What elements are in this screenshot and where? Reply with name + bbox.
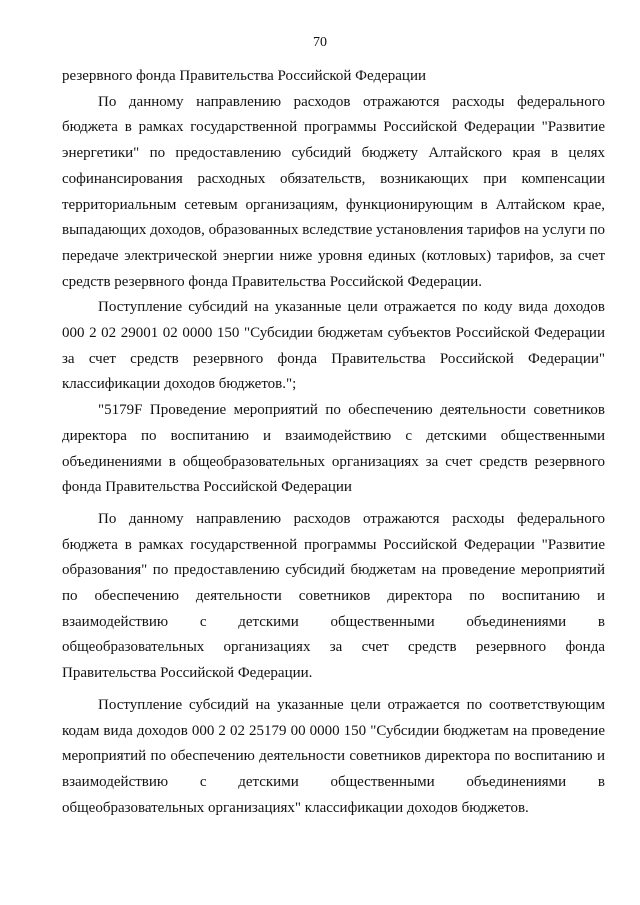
paragraph-expense-description-energy: По данному направлению расходов отражаются расходы федерального бюджета в рамках государственной программы Российской Федерации "Развитие энергетики" по предоставлению субсидий бюджету Алтайского края в целях софинансирования расходных обязательств, возникающих при компенсации территориальным сетевым организациям, функционирующим в Алтайском крае, выпадающих доходов, образованных вследствие установления тарифов на услуги по передаче электрической энергии ниже уровня единых (котловых) тарифов, за счет средств резервного фонда Правительства Российской Федерации. [62, 93, 605, 290]
paragraph-code-heading-5179f: "5179F Проведение мероприятий по обеспечению деятельности советников директора по воспитанию и взаимодействию с детскими общественными объединениями в общеобразовательных организациях за счет средств резервного фонда Правительства Российской Федерации [62, 402, 605, 496]
page-number: 70 [313, 35, 327, 50]
paragraph-income-code-education: Поступление субсидий на указанные цели отражается по соответствующим кодам вида доходов 000 2 02 25179 00 0000 150 "Субсидии бюджетам на проведение мероприятий по обеспечению деятельности советников директора по воспитанию и взаимодействию с детскими общественными объединениями в общеобразовательных организациях" классификации доходов бюджетов. [62, 696, 605, 816]
document-body [62, 64, 605, 821]
paragraph-continuation: резервного фонда Правительства Российской Федерации [62, 68, 427, 84]
paragraph-income-code-energy: Поступление субсидий на указанные цели отражается по коду вида доходов 000 2 02 29001 02 0000 150 "Субсидии бюджетам субъектов Российской Федерации за счет средств резервного фонда Правительства Российской Федерации" классификации доходов бюджетов."; [62, 299, 605, 393]
paragraph-expense-description-education: По данному направлению расходов отражаются расходы федерального бюджета в рамках государственной программы Российской Федерации "Развитие образования" по предоставлению субсидий бюджетам на проведение мероприятий по обеспечению деятельности советников директора по воспитанию и взаимодействию с детскими общественными объединениями в общеобразовательных организациях за счет средств резервного фонда Правительства Российской Федерации. [62, 510, 605, 682]
